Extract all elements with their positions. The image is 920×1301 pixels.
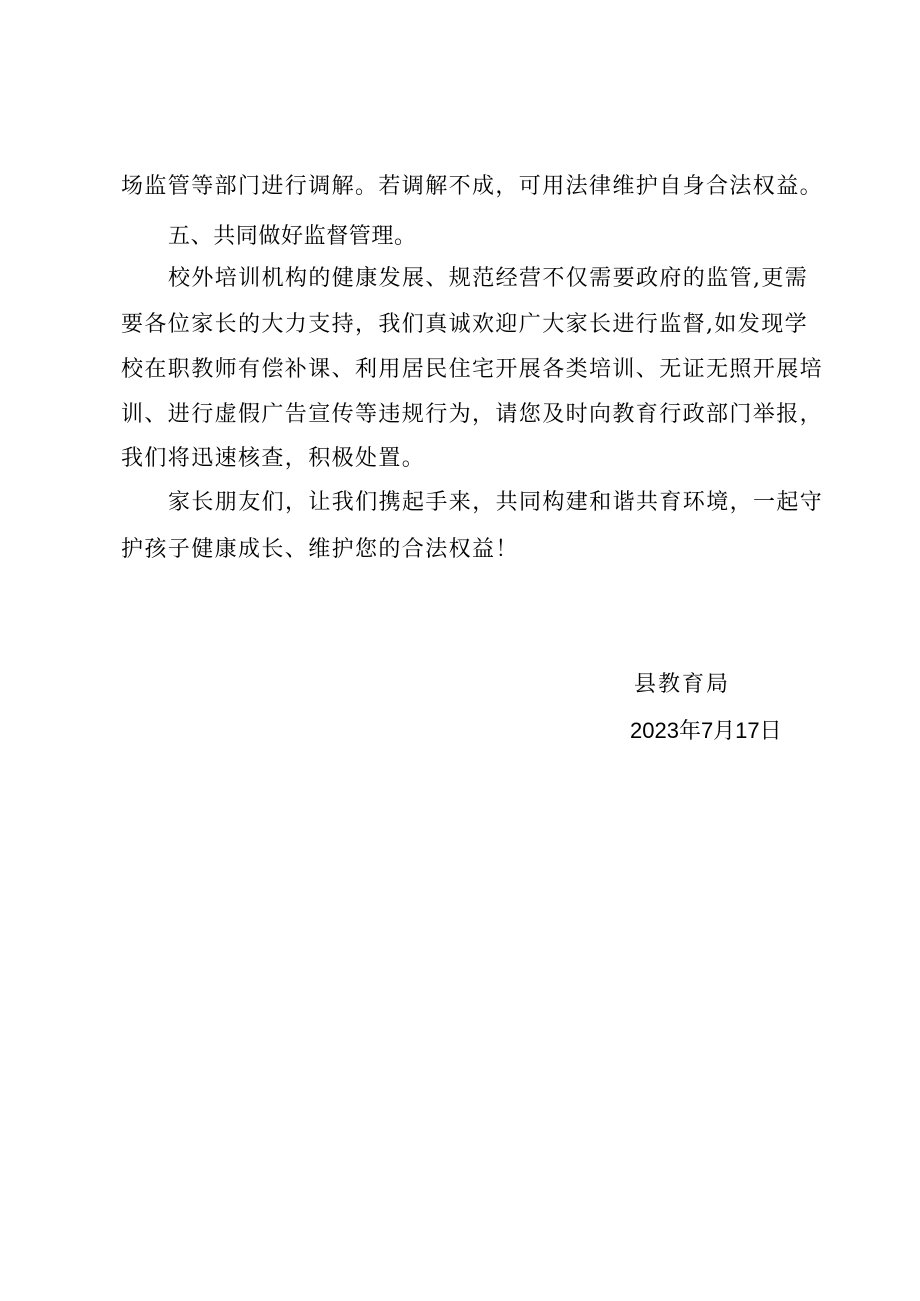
paragraph-line: 校外培训机构的健康发展、规范经营不仅需要政府的监管,更需 bbox=[168, 266, 809, 291]
paragraph-line: 要各位家长的大力支持，我们真诚欢迎广大家长进行监督,如发现学 bbox=[121, 312, 808, 337]
paragraph-line: 校在职教师有偿补课、利用居民住宅开展各类培训、无证无照开展培 bbox=[121, 357, 824, 382]
closing-line: 家长朋友们，让我们携起手来，共同构建和谐共育环境，一起守 bbox=[168, 490, 824, 515]
issue-date: 2023年7月17日 bbox=[630, 718, 782, 743]
issuer-name: 县教育局 bbox=[634, 672, 731, 697]
paragraph-continuation-line: 场监管等部门进行调解。若调解不成，可用法律维护自身合法权益。 bbox=[121, 174, 824, 199]
closing-line: 护孩子健康成长、维护您的合法权益！ bbox=[121, 537, 519, 562]
paragraph-line: 训、进行虚假广告宣传等违规行为，请您及时向教育行政部门举报， bbox=[121, 402, 824, 427]
paragraph-line: 我们将迅速核查，积极处置。 bbox=[121, 446, 426, 471]
section-heading: 五、共同做好监督管理。 bbox=[168, 224, 417, 249]
